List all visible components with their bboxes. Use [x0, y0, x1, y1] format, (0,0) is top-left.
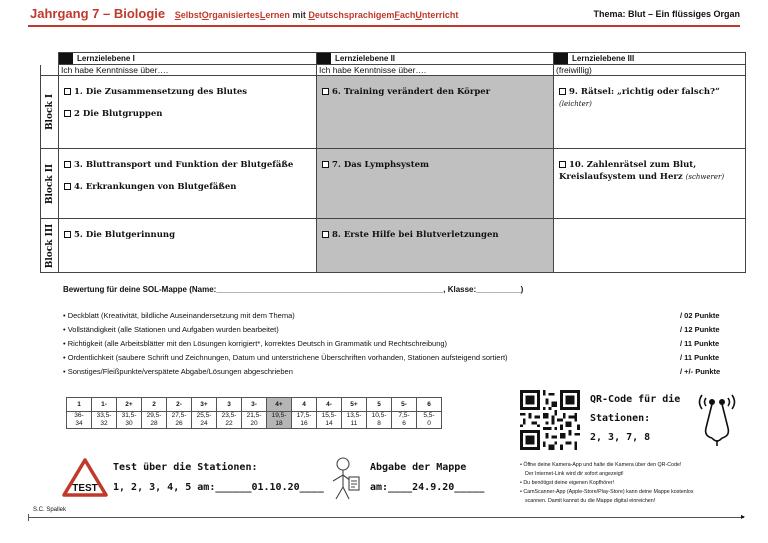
grade-cell: 3-	[242, 398, 267, 412]
learning-goals-table	[40, 52, 746, 273]
station-item[interactable]	[64, 181, 312, 193]
level-1-title: Lernzielebene I	[77, 54, 135, 63]
range-upper: 19,5-	[271, 412, 287, 419]
qr-note: • CamScanner-App (Apple-Store/Play-Store) kann deine Mappe kostenlos	[520, 489, 694, 495]
sol-o-rest: rganisiertes	[208, 10, 260, 20]
range-upper: 29,5-	[146, 412, 162, 419]
sol-s: S	[174, 10, 181, 20]
dfu-u: U	[415, 10, 422, 20]
range-upper: 7,5-	[398, 412, 410, 419]
grade-cell: 5-	[392, 398, 417, 412]
grade-cell: 4	[292, 398, 317, 412]
corner-cell-2	[41, 65, 59, 76]
points-range-cell	[142, 412, 167, 429]
subject-label: Biologie	[113, 6, 166, 21]
criterion-text: • Ordentlichkeit (saubere Schrift und Zeichnungen, Datum und unterstrichene Überschriften vorhanden, Stationen aufsteigend sortiert)	[63, 353, 508, 362]
block-2-level-2	[317, 149, 554, 219]
grade-row	[67, 398, 442, 412]
sol-dfu-label	[175, 10, 459, 20]
points-range-cell	[417, 412, 442, 429]
header-divider	[28, 25, 740, 27]
points-range-row	[67, 412, 442, 429]
dfu-d-rest: eutschsprachigem	[314, 10, 395, 20]
range-lower: 22	[225, 420, 233, 427]
station-label: 8. Erste Hilfe bei Blutverletzungen	[332, 230, 499, 240]
sol-l-rest: ernen	[265, 10, 290, 20]
sol-l: L	[259, 10, 266, 20]
topic-label: Thema: Blut – Ein flüssiges Organ	[593, 9, 740, 19]
qr-code-title	[590, 390, 680, 447]
range-upper: 25,5-	[196, 412, 212, 419]
block-1-label: Block I	[44, 93, 55, 131]
station-item[interactable]	[322, 229, 549, 241]
station-label: 6. Training verändert den Körper	[332, 87, 491, 97]
points-range-cell	[167, 412, 192, 429]
range-lower: 28	[150, 420, 158, 427]
points-range-cell	[267, 412, 292, 429]
range-lower: 30	[125, 420, 133, 427]
range-lower: 26	[175, 420, 183, 427]
points-range-cell	[242, 412, 267, 429]
block-label	[41, 76, 59, 149]
range-lower: 0	[427, 420, 431, 427]
criterion-points: / 11 Punkte	[680, 353, 720, 362]
range-lower: 11	[350, 420, 358, 427]
criterion-text: • Vollständigkeit (alle Stationen und Aufgaben wurden bearbeitet)	[63, 325, 279, 334]
block-label	[41, 149, 59, 219]
points-range-cell	[217, 412, 242, 429]
station-label: 3. Bluttransport und Funktion der Blutgefäße	[74, 160, 294, 170]
block-row	[41, 149, 746, 219]
station-item[interactable]	[64, 108, 312, 120]
page-header	[30, 6, 740, 24]
criterion-text: • Richtigkeit (alle Arbeitsblätter mit den Lösungen korrigiert*, korrektes Deutsch in Grammatik und Rechtschreibung)	[63, 339, 448, 348]
points-range-cell	[317, 412, 342, 429]
header-title	[30, 6, 458, 21]
grade-cell: 4-	[317, 398, 342, 412]
dfu-u-rest: nterricht	[421, 10, 459, 20]
range-upper: 15,5-	[321, 412, 337, 419]
range-lower: 6	[402, 420, 406, 427]
qr-note: scannen. Damit kannst du die Mappe digital einreichen!	[525, 498, 656, 504]
checkbox[interactable]	[559, 88, 566, 95]
block-1-level-1	[59, 76, 317, 149]
level-2-title: Lernzielebene II	[335, 54, 396, 63]
submission-date-line: am:____24.9.20_____	[370, 482, 485, 493]
author-label: S.C. Spallek	[33, 507, 67, 513]
checkbox[interactable]	[64, 161, 71, 168]
station-item[interactable]	[559, 86, 741, 98]
checkbox[interactable]	[322, 231, 329, 238]
grade-cell: 5	[367, 398, 392, 412]
station-label: 1. Die Zusammensetzung des Blutes	[74, 87, 248, 97]
criterion-points: / 11 Punkte	[680, 339, 720, 348]
test-sign-label: TEST	[72, 483, 98, 494]
dfu-f: F	[394, 10, 400, 20]
block-2-level-3	[554, 149, 746, 219]
block-3-level-3	[554, 219, 746, 273]
station-item[interactable]	[64, 159, 312, 171]
year-label: Jahrgang 7	[30, 6, 100, 21]
checkbox[interactable]	[64, 183, 71, 190]
block-3-level-2	[317, 219, 554, 273]
criterion-text: • Sonstiges/Fleißpunkte/verspätete Abgabe/Lösungen abgeschrieben	[63, 367, 293, 376]
range-lower: 32	[100, 420, 108, 427]
checkbox[interactable]	[322, 161, 329, 168]
grade-cell: 2	[142, 398, 167, 412]
level-1-header	[59, 53, 317, 65]
difficulty-note: (schwerer)	[685, 173, 725, 181]
block-3-level-1	[59, 219, 317, 273]
criterion-points: / 12 Punkte	[680, 325, 720, 334]
grade-cell: 1	[67, 398, 92, 412]
criterion-points: / 02 Punkte	[680, 311, 720, 320]
checkbox[interactable]	[559, 161, 566, 168]
footer-line	[28, 517, 744, 518]
range-lower: 18	[275, 420, 283, 427]
range-lower: 14	[325, 420, 333, 427]
station-item[interactable]	[559, 159, 741, 183]
block-2-label: Block II	[44, 163, 55, 204]
grading-name-line: Bewertung für deine SOL-Mappe (Name:___________________________________________________, Klasse:__________)	[63, 285, 524, 294]
range-upper: 31,5-	[121, 412, 137, 419]
points-range-cell	[117, 412, 142, 429]
checkbox[interactable]	[322, 88, 329, 95]
station-label: 10. Zahlenrätsel zum Blut, Kreislaufsystem und Herz	[559, 160, 697, 182]
title-dash: –	[99, 6, 114, 21]
level-2-header	[317, 53, 554, 65]
headphones-icon	[692, 390, 742, 448]
range-upper: 10,5-	[371, 412, 387, 419]
person-with-folder-icon	[327, 457, 363, 501]
block-2-level-1	[59, 149, 317, 219]
points-range-cell	[292, 412, 317, 429]
station-label: 4. Erkrankungen von Blutgefäßen	[74, 182, 237, 192]
range-lower: 20	[250, 420, 258, 427]
qr-title-line: QR-Code für die	[590, 394, 681, 405]
qr-note: • Öffne deine Kamera-App und halte die Kamera über den QR-Code!	[520, 462, 682, 468]
level-3-header	[554, 53, 746, 65]
grade-cell: 1-	[92, 398, 117, 412]
mit-word: mit	[289, 10, 309, 20]
range-upper: 17,5-	[296, 412, 312, 419]
difficulty-note: (leichter)	[559, 100, 592, 108]
points-range-cell	[192, 412, 217, 429]
qr-note: Der Internet-Link wird dir sofort angezeigt!	[525, 471, 624, 477]
points-range-cell	[392, 412, 417, 429]
block-1-level-3	[554, 76, 746, 149]
range-upper: 21,5-	[246, 412, 262, 419]
sol-o: O	[201, 10, 209, 20]
block-1-level-2	[317, 76, 554, 149]
qr-instructions	[520, 461, 750, 506]
criterion-points: / +/- Punkte	[680, 367, 721, 376]
points-range-cell	[342, 412, 367, 429]
qr-code[interactable]	[520, 390, 580, 450]
range-upper: 13,5-	[346, 412, 362, 419]
corner-cell	[41, 53, 59, 65]
block-3-label: Block III	[44, 223, 55, 268]
dfu-f-rest: ach	[399, 10, 416, 20]
grade-cell: 3	[217, 398, 242, 412]
range-upper: 27,5-	[171, 412, 187, 419]
criterion-text: • Deckblatt (Kreativität, bildliche Auseinandersetzung mit dem Thema)	[63, 311, 295, 320]
station-label: 5. Die Blutgerinnung	[74, 230, 176, 240]
grade-cell: 4+	[267, 398, 292, 412]
range-upper: 23,5-	[221, 412, 237, 419]
points-range-cell	[92, 412, 117, 429]
checkbox[interactable]	[64, 88, 71, 95]
points-range-cell	[67, 412, 92, 429]
grade-cell: 6	[417, 398, 442, 412]
test-date-line: 1, 2, 3, 4, 5 am:______01.10.20____	[113, 482, 324, 493]
block-row	[41, 76, 746, 149]
grade-cell: 2-	[167, 398, 192, 412]
qr-note: • Du benötigst deine eigenen Kopfhörer!	[520, 480, 615, 486]
station-item[interactable]	[322, 86, 549, 98]
test-warning-icon	[62, 458, 108, 498]
grade-cell: 3+	[192, 398, 217, 412]
grade-cell: 5+	[342, 398, 367, 412]
points-range-cell	[367, 412, 392, 429]
qr-title-line: Stationen:	[590, 413, 651, 424]
station-item[interactable]	[322, 159, 549, 171]
sol-s-rest: elbst	[180, 10, 202, 20]
dfu-d: D	[308, 10, 315, 20]
range-lower: 16	[300, 420, 308, 427]
grade-cell: 2+	[117, 398, 142, 412]
submission-title: Abgabe der Mappe	[370, 462, 467, 473]
station-label: 2 Die Blutgruppen	[74, 109, 163, 119]
level-2-subtitle: Ich habe Kenntnisse über….	[317, 65, 554, 76]
station-label: 7. Das Lymphsystem	[332, 160, 430, 170]
qr-title-line: 2, 3, 7, 8	[590, 432, 651, 443]
level-3-subtitle: (freiwillig)	[554, 65, 746, 76]
checkbox[interactable]	[64, 110, 71, 117]
range-lower: 8	[377, 420, 381, 427]
station-item[interactable]	[64, 229, 312, 241]
station-label: 9. Rätsel: „richtig oder falsch?“	[569, 87, 720, 97]
range-upper: 33,5-	[96, 412, 112, 419]
range-lower: 24	[200, 420, 208, 427]
range-upper: 36-	[74, 412, 84, 419]
level-3-title: Lernzielebene III	[572, 54, 635, 63]
test-title: Test über die Stationen:	[113, 462, 258, 473]
range-upper: 5,5-	[423, 412, 435, 419]
range-lower: 34	[75, 420, 83, 427]
grade-scale-table	[66, 397, 442, 429]
station-item[interactable]	[64, 86, 312, 98]
block-row	[41, 219, 746, 273]
checkbox[interactable]	[64, 231, 71, 238]
level-1-subtitle: Ich habe Kenntnisse über….	[59, 65, 317, 76]
footer-arrow-icon: ▸	[741, 512, 746, 521]
block-label	[41, 219, 59, 273]
